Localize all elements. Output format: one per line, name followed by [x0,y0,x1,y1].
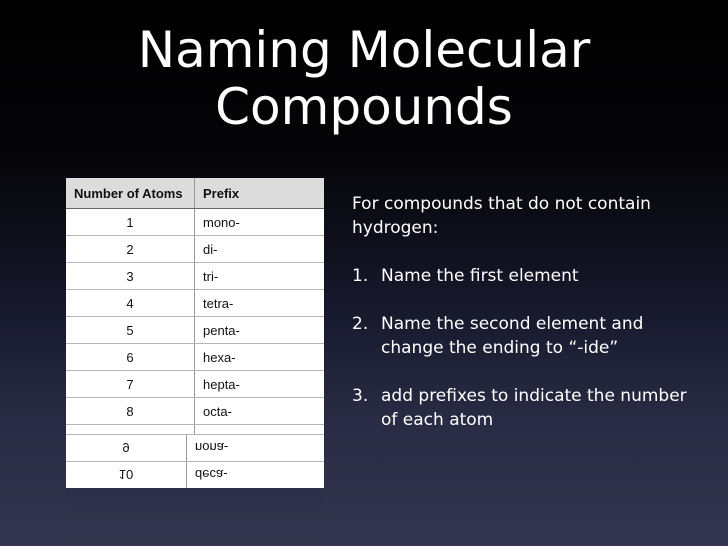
slide-title-line-2: Compounds [215,78,513,136]
step-number: 1. [352,266,369,286]
reflected-row [66,435,324,462]
reflected-atom-count: 9 [66,435,187,462]
atom-count-cell: 2 [66,236,195,263]
slide-title [0,22,728,136]
slide-title-line-1: Naming Molecular [137,21,591,79]
reflected-rows [66,434,324,488]
table-row [66,236,324,263]
prefix-cell: di- [195,236,325,263]
prefix-cell: hepta- [195,371,325,398]
table-row [66,209,324,236]
prefix-cell: octa- [195,398,325,425]
step-text: Name the second element and change the ending to “-ide” [381,314,644,358]
atom-count-cell: 5 [66,317,195,344]
reflected-prefix: deca- [187,462,325,489]
prefix-cell: tri- [195,263,325,290]
prefix-cell: hexa- [195,344,325,371]
table-reflection [66,440,324,546]
reflected-atom-count: 10 [66,462,187,489]
column-header-prefix: Prefix [195,178,325,209]
atom-count-cell: 8 [66,398,195,425]
steps-list [352,264,702,432]
table-row [66,317,324,344]
reflection-fade [66,488,324,546]
step-item [352,312,702,360]
atom-count-cell: 6 [66,344,195,371]
reflected-prefix: nona- [187,435,325,462]
table-row [66,290,324,317]
slide-body [352,192,702,456]
atom-count-cell: 4 [66,290,195,317]
atom-count-cell: 1 [66,209,195,236]
table-row [66,263,324,290]
step-text: Name the first element [381,266,579,286]
step-item [352,384,702,432]
atom-count-cell: 7 [66,371,195,398]
table-row [66,371,324,398]
table-row [66,344,324,371]
prefix-cell: mono- [195,209,325,236]
reflected-row [66,462,324,489]
step-text: add prefixes to indicate the number of each atom [381,386,687,430]
table-row [66,398,324,425]
step-number: 3. [352,386,369,406]
column-header-number-of-atoms: Number of Atoms [66,178,195,209]
table-header-row [66,178,324,209]
step-number: 2. [352,314,369,334]
prefix-cell: penta- [195,317,325,344]
intro-text: For compounds that do not contain hydrogen: [352,194,651,238]
prefix-cell: tetra- [195,290,325,317]
step-item [352,264,702,288]
atom-count-cell: 3 [66,263,195,290]
